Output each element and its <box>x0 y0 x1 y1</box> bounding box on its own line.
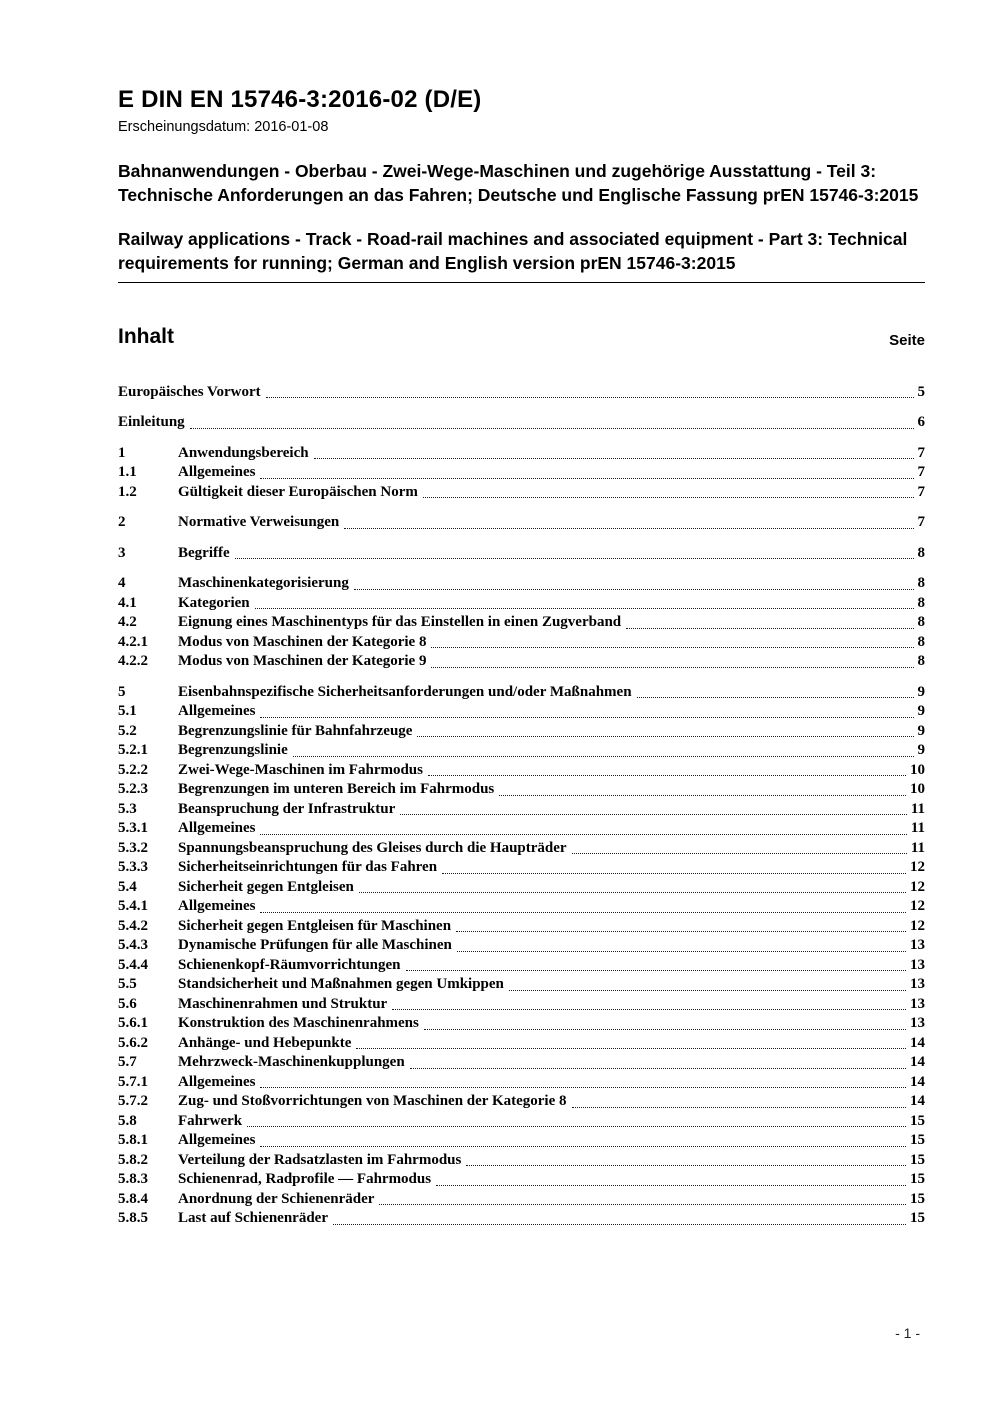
toc-entry-number: 5.8.2 <box>118 1151 148 1168</box>
toc-entry-page-number: 10 <box>910 781 925 798</box>
dotted-leader <box>431 647 913 648</box>
dotted-leader <box>424 1029 906 1030</box>
toc-entry-page-number: 8 <box>917 653 925 670</box>
toc-entry-title: Allgemeines <box>178 1132 256 1149</box>
toc-entry <box>118 780 925 800</box>
toc-entry-page-number: 15 <box>910 1112 925 1129</box>
toc-entry <box>118 819 925 839</box>
dotted-leader <box>400 814 907 815</box>
toc-entry-page-number: 13 <box>910 956 925 973</box>
toc-entry-number: 5.4.3 <box>118 937 148 954</box>
toc-entry-number: 4 <box>118 575 126 592</box>
toc-entry-title: Beanspruchung der Infrastruktur <box>178 800 396 817</box>
toc-entry-number: 5.2.1 <box>118 742 148 759</box>
toc-entry-title: Sicherheit gegen Entgleisen <box>178 878 354 895</box>
toc-entry-title: Zug- und Stoßvorrichtungen von Maschinen der Kategorie 8 <box>178 1093 567 1110</box>
toc-entry-page-number: 12 <box>910 878 925 895</box>
toc-entry-title: Allgemeines <box>178 703 256 720</box>
toc-entry <box>118 574 925 594</box>
toc-entry <box>118 1209 925 1229</box>
toc-entry-number: 5.4.4 <box>118 956 148 973</box>
dotted-leader <box>423 497 914 498</box>
toc-entry <box>118 936 925 956</box>
toc-entry <box>118 513 925 533</box>
toc-entry-number: 4.2.1 <box>118 633 148 650</box>
toc-entry-page-number: 7 <box>917 514 925 531</box>
toc-entry-title: Dynamische Prüfungen für alle Maschinen <box>178 937 452 954</box>
toc-entry-page-number: 14 <box>910 1093 925 1110</box>
toc-entry <box>118 594 925 614</box>
toc-entry-title: Last auf Schienenräder <box>178 1210 328 1227</box>
toc-entry <box>118 702 925 722</box>
toc-entry-title: Allgemeines <box>178 1073 256 1090</box>
dotted-leader <box>266 397 914 398</box>
dotted-leader <box>235 558 914 559</box>
dotted-leader <box>356 1048 906 1049</box>
toc-entry-number: 5.3.1 <box>118 820 148 837</box>
toc-entry <box>118 652 925 672</box>
toc-entry-page-number: 8 <box>917 633 925 650</box>
toc-entry-page-number: 6 <box>917 414 925 431</box>
toc-entry-page-number: 7 <box>917 444 925 461</box>
toc-entry <box>118 995 925 1015</box>
toc-entry-page-number: 14 <box>910 1054 925 1071</box>
dotted-leader <box>456 931 906 932</box>
dotted-leader <box>354 589 914 590</box>
toc-entry-number: 1.2 <box>118 483 137 500</box>
toc-entry-number: 5.6 <box>118 995 137 1012</box>
dotted-leader <box>417 736 913 737</box>
toc-entry-page-number: 15 <box>910 1151 925 1168</box>
toc-entry <box>118 722 925 742</box>
toc-entry-number: 4.2.2 <box>118 653 148 670</box>
toc-entry-number: 5.4 <box>118 878 137 895</box>
toc-entry-page-number: 8 <box>917 594 925 611</box>
toc-entry-page-number: 15 <box>910 1132 925 1149</box>
toc-heading: Inhalt <box>118 324 174 348</box>
toc-entry-number: 5.7.2 <box>118 1093 148 1110</box>
toc-entry <box>118 444 925 464</box>
toc-entry-page-number: 14 <box>910 1073 925 1090</box>
dotted-leader <box>637 697 914 698</box>
toc-entry-title: Schienenrad, Radprofile — Fahrmodus <box>178 1171 432 1188</box>
toc-entry-number: 5.4.1 <box>118 898 148 915</box>
page-content <box>118 0 925 1229</box>
toc-entry-title: Begrenzungslinie <box>178 742 288 759</box>
footer-page-indicator: - 1 - <box>895 1325 920 1341</box>
toc-entry-number: 5.4.2 <box>118 917 148 934</box>
dotted-leader <box>406 970 906 971</box>
toc-entry-page-number: 8 <box>917 544 925 561</box>
toc-entry-title: Verteilung der Radsatzlasten im Fahrmodus <box>178 1151 462 1168</box>
toc-entry-number: 5.8.5 <box>118 1210 148 1227</box>
toc-entry-title: Allgemeines <box>178 898 256 915</box>
document-title-english: Railway applications - Track - Road-rail machines and associated equipment - Part 3: Technical requirements for running; German and English version prEN 15746-3:2015 <box>118 227 925 282</box>
toc-entry <box>118 413 925 433</box>
toc-entry-number: 5.8 <box>118 1112 137 1129</box>
dotted-leader <box>314 458 914 459</box>
toc-entry-page-number: 9 <box>917 722 925 739</box>
toc-entry <box>118 878 925 898</box>
toc-entry-page-number: 12 <box>910 859 925 876</box>
dotted-leader <box>255 608 914 609</box>
toc-entry-number: 5.8.3 <box>118 1171 148 1188</box>
toc-entry-number: 5.2.3 <box>118 781 148 798</box>
toc-entry-page-number: 12 <box>910 917 925 934</box>
toc-entry <box>118 633 925 653</box>
toc-entry-number: 5.2.2 <box>118 761 148 778</box>
toc-entry-page-number: 13 <box>910 976 925 993</box>
toc-entry-number: 4.2 <box>118 614 137 631</box>
toc-entry-number: 5.7.1 <box>118 1073 148 1090</box>
toc-entry-page-number: 15 <box>910 1210 925 1227</box>
dotted-leader <box>260 478 913 479</box>
toc-entry-number: 1 <box>118 444 126 461</box>
toc-entry-title: Anwendungsbereich <box>178 444 309 461</box>
toc-entry-page-number: 9 <box>917 683 925 700</box>
toc-entry-page-number: 8 <box>917 575 925 592</box>
toc-entry-number: 2 <box>118 514 126 531</box>
toc-entry-title: Begrenzungen im unteren Bereich im Fahrmodus <box>178 781 495 798</box>
toc-entry-page-number: 9 <box>917 742 925 759</box>
toc-entry-page-number: 11 <box>910 820 925 837</box>
toc-entry-title: Zwei-Wege-Maschinen im Fahrmodus <box>178 761 423 778</box>
dotted-leader <box>392 1009 906 1010</box>
toc-entry <box>118 839 925 859</box>
toc-entry-number: 5.6.2 <box>118 1034 148 1051</box>
toc-entry-title: Begrenzungslinie für Bahnfahrzeuge <box>178 722 413 739</box>
toc-entry-title: Fahrwerk <box>178 1112 243 1129</box>
toc-entry <box>118 544 925 564</box>
dotted-leader <box>260 912 906 913</box>
dotted-leader <box>260 1146 906 1147</box>
toc-entry <box>118 1170 925 1190</box>
toc-entry <box>118 683 925 703</box>
toc-entry <box>118 383 925 403</box>
dotted-leader <box>359 892 906 893</box>
toc-entry-page-number: 11 <box>910 839 925 856</box>
dotted-leader <box>344 528 913 529</box>
toc-entry-page-number: 7 <box>917 464 925 481</box>
dotted-leader <box>428 775 906 776</box>
toc-entry-page-number: 12 <box>910 898 925 915</box>
toc-entry <box>118 1112 925 1132</box>
toc-entry-title: Maschinenkategorisierung <box>178 575 349 592</box>
toc-entry-title: Modus von Maschinen der Kategorie 8 <box>178 633 427 650</box>
dotted-leader <box>572 853 907 854</box>
dotted-leader <box>436 1185 906 1186</box>
dotted-leader <box>260 717 913 718</box>
toc-entry-page-number: 10 <box>910 761 925 778</box>
toc-entry-number: 5.8.1 <box>118 1132 148 1149</box>
toc-entry <box>118 800 925 820</box>
toc-header <box>118 325 925 349</box>
toc-entry-title: Begriffe <box>178 544 230 561</box>
toc-entry-title: Maschinenrahmen und Struktur <box>178 995 388 1012</box>
toc-entry <box>118 1073 925 1093</box>
toc-entry <box>118 741 925 761</box>
toc-entry-page-number: 8 <box>917 614 925 631</box>
toc-entry-number: 1.1 <box>118 464 137 481</box>
document-number: E DIN EN 15746-3:2016-02 (D/E) <box>118 86 482 113</box>
toc-entry-number: 3 <box>118 544 126 561</box>
toc-entry-title: Anordnung der Schienenräder <box>178 1190 375 1207</box>
toc-entry <box>118 1053 925 1073</box>
toc-entry-title: Kategorien <box>178 594 250 611</box>
toc-entry-number: 5.5 <box>118 976 137 993</box>
toc-entry <box>118 613 925 633</box>
toc-entry-title: Gültigkeit dieser Europäischen Norm <box>178 483 418 500</box>
dotted-leader <box>572 1107 907 1108</box>
toc-entry-title: Eisenbahnspezifische Sicherheitsanforderungen und/oder Maßnahmen <box>178 683 632 700</box>
toc-entry-number: 5.3.3 <box>118 859 148 876</box>
toc-entry-number: 5.7 <box>118 1054 137 1071</box>
toc-entry-page-number: 11 <box>910 800 925 817</box>
toc-entry-page-number: 5 <box>917 383 925 400</box>
toc-entry-title: Modus von Maschinen der Kategorie 9 <box>178 653 427 670</box>
toc-entry-title: Sicherheit gegen Entgleisen für Maschinen <box>178 917 452 934</box>
dotted-leader <box>190 428 914 429</box>
toc-entry <box>118 483 925 503</box>
dotted-leader <box>626 628 913 629</box>
toc-entry-page-number: 15 <box>910 1190 925 1207</box>
dotted-leader <box>260 834 906 835</box>
toc-entry <box>118 1190 925 1210</box>
toc-entry-title: Allgemeines <box>178 820 256 837</box>
dotted-leader <box>247 1126 906 1127</box>
toc-entry <box>118 463 925 483</box>
dotted-leader <box>260 1087 906 1088</box>
toc-entry-number: 5.8.4 <box>118 1190 148 1207</box>
toc-entry-page-number: 14 <box>910 1034 925 1051</box>
dotted-leader <box>293 756 914 757</box>
toc-entry-number: 5 <box>118 683 126 700</box>
toc-entry-number: 5.3.2 <box>118 839 148 856</box>
toc-entry-title: Eignung eines Maschinentyps für das Einstellen in einen Zugverband <box>178 614 622 631</box>
document-title-german: Bahnanwendungen - Oberbau - Zwei-Wege-Maschinen und zugehörige Ausstattung - Teil 3: Technische Anforderungen an das Fahren; Deutsche und Englische Fassung prEN 15746-3:2015 <box>118 161 919 206</box>
toc-entry-page-number: 13 <box>910 995 925 1012</box>
toc-entry-number: 4.1 <box>118 594 137 611</box>
dotted-leader <box>466 1165 906 1166</box>
toc-entry-page-number: 9 <box>917 703 925 720</box>
toc-entry <box>118 897 925 917</box>
dotted-leader <box>431 667 913 668</box>
toc-entry <box>118 956 925 976</box>
toc-entry-number: 5.3 <box>118 800 137 817</box>
dotted-leader <box>499 795 906 796</box>
dotted-leader <box>410 1068 906 1069</box>
toc-entry-title: Normative Verweisungen <box>178 514 340 531</box>
dotted-leader <box>442 873 906 874</box>
toc-page-column-label: Seite <box>889 331 925 349</box>
toc-entry <box>118 975 925 995</box>
dotted-leader <box>457 951 906 952</box>
toc-entry-number: 5.2 <box>118 722 137 739</box>
toc-entry-title: Mehrzweck-Maschinenkupplungen <box>178 1054 405 1071</box>
toc-entry <box>118 761 925 781</box>
toc-entry <box>118 1151 925 1171</box>
dotted-leader <box>333 1224 906 1225</box>
toc-entry-number: 5.1 <box>118 703 137 720</box>
toc-entry-page-number: 15 <box>910 1171 925 1188</box>
toc-entry-page-number: 7 <box>917 483 925 500</box>
toc-entry-title: Europäisches Vorwort <box>118 383 261 400</box>
toc-entry-page-number: 13 <box>910 1015 925 1032</box>
toc-entry-title: Allgemeines <box>178 464 256 481</box>
toc-entry <box>118 1092 925 1112</box>
toc-entry-title: Einleitung <box>118 414 185 431</box>
toc-list <box>118 383 925 1229</box>
toc-entry-title: Standsicherheit und Maßnahmen gegen Umkippen <box>178 976 504 993</box>
dotted-leader <box>379 1204 906 1205</box>
toc-entry <box>118 1034 925 1054</box>
toc-entry <box>118 1131 925 1151</box>
toc-entry-title: Sicherheitseinrichtungen für das Fahren <box>178 859 438 876</box>
toc-entry-page-number: 13 <box>910 937 925 954</box>
toc-entry <box>118 858 925 878</box>
toc-entry-number: 5.6.1 <box>118 1015 148 1032</box>
toc-entry-title: Anhänge- und Hebepunkte <box>178 1034 352 1051</box>
publication-date: Erscheinungsdatum: 2016-01-08 <box>118 119 329 135</box>
toc-entry <box>118 1014 925 1034</box>
toc-entry-title: Konstruktion des Maschinenrahmens <box>178 1015 419 1032</box>
dotted-leader <box>509 990 906 991</box>
toc-entry <box>118 917 925 937</box>
toc-entry-title: Spannungsbeanspruchung des Gleises durch die Haupträder <box>178 839 567 856</box>
toc-entry-title: Schienenkopf-Räumvorrichtungen <box>178 956 401 973</box>
